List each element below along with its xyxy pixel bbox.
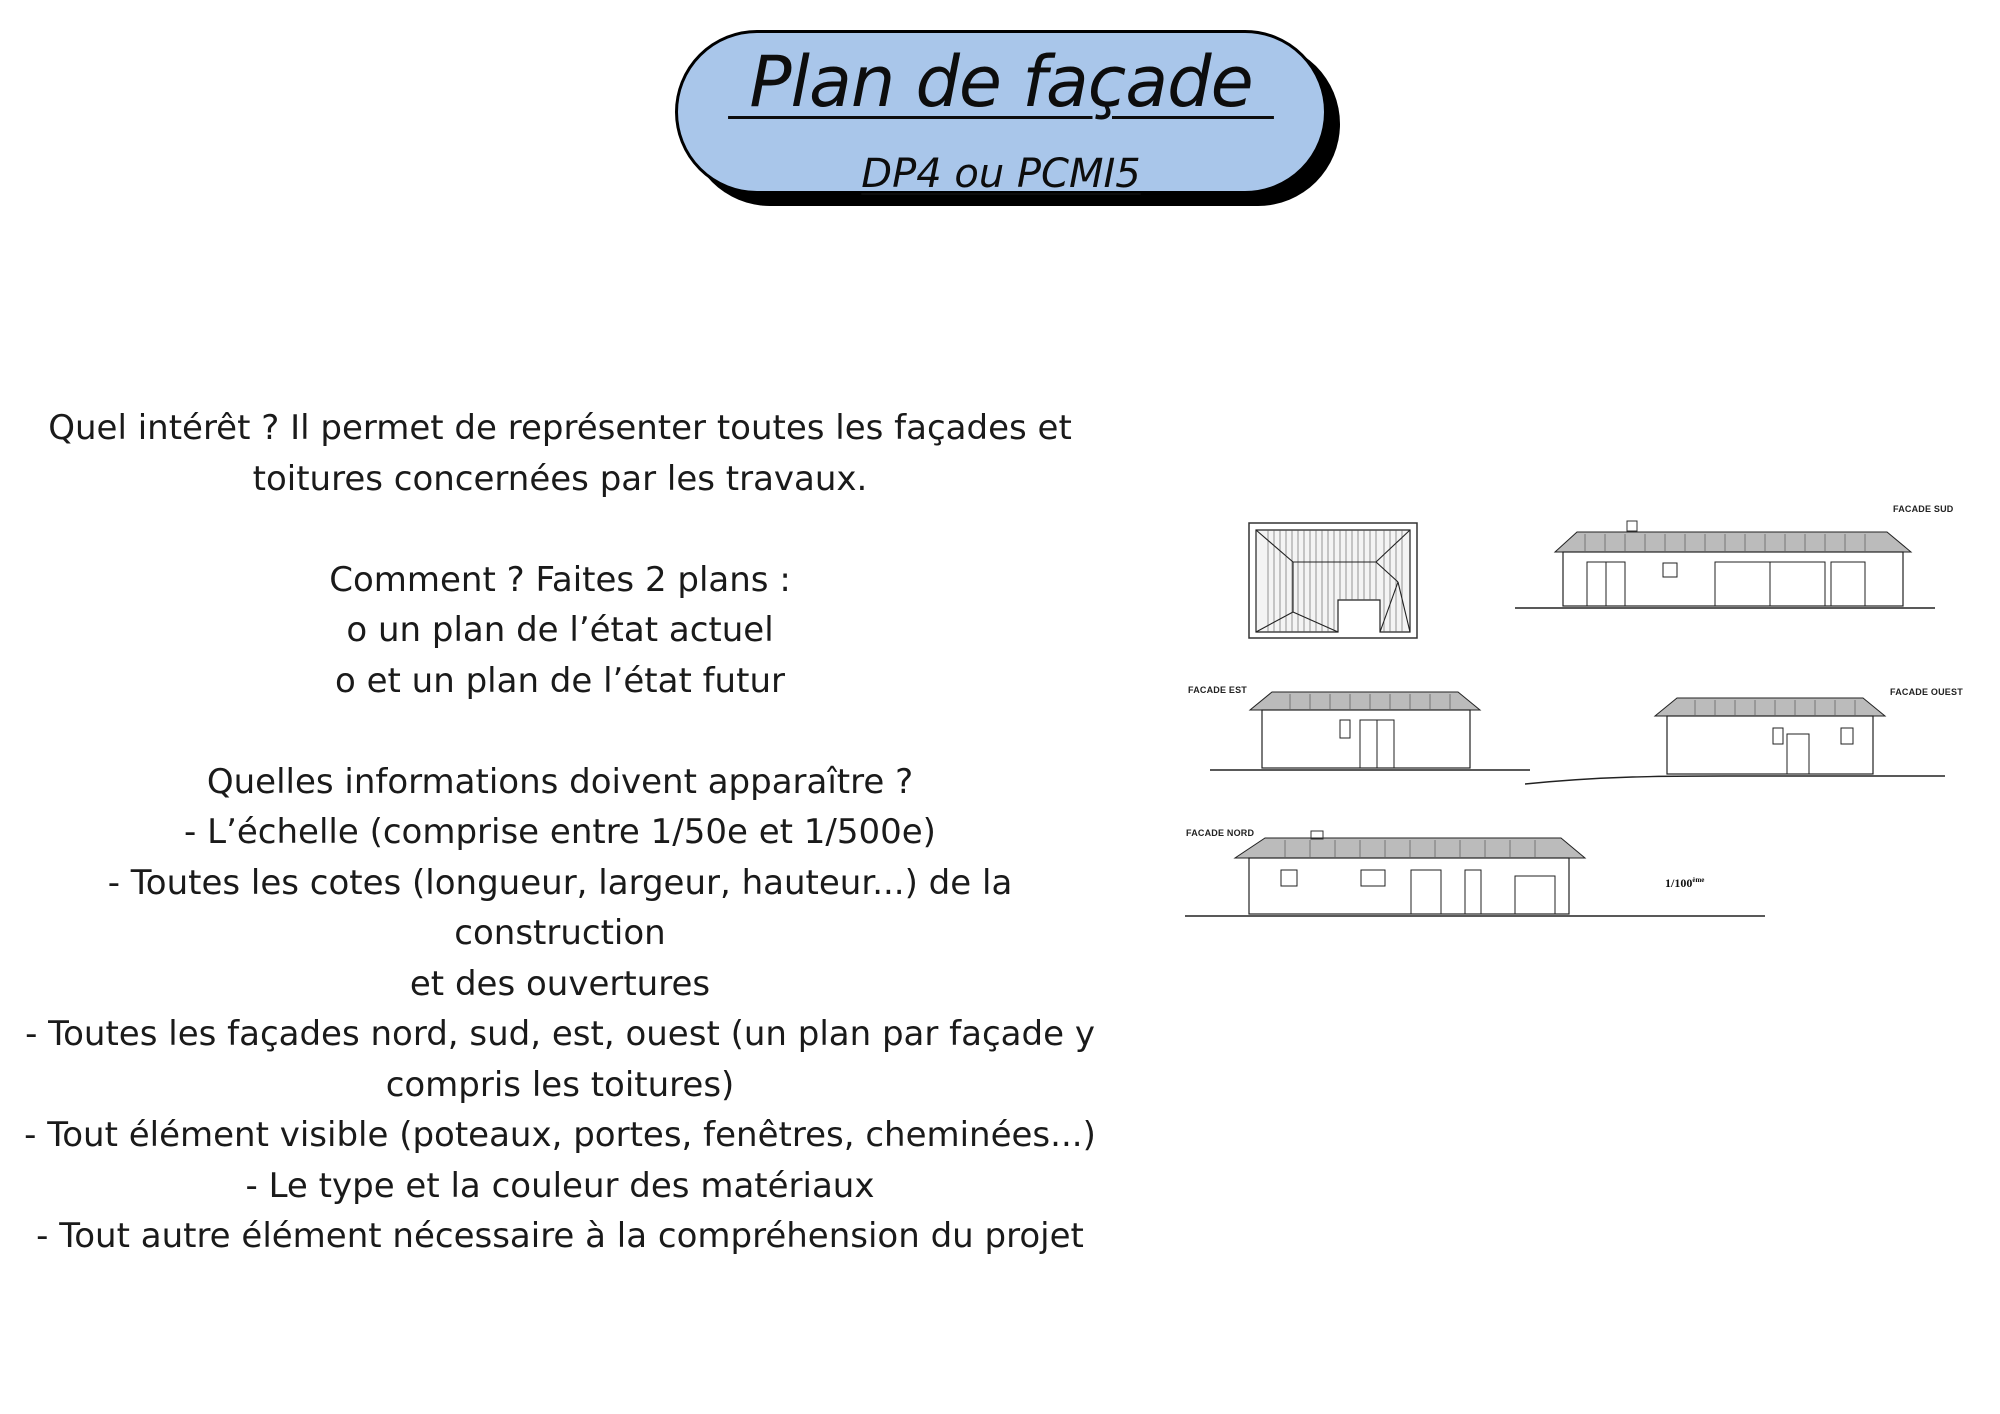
text-line: Quel intérêt ? Il permet de représenter toutes les façades et bbox=[48, 408, 1072, 448]
scale-suffix: ème bbox=[1692, 876, 1705, 884]
text-line: - Tout élément visible (poteaux, portes, fenêtres, cheminées...) bbox=[24, 1115, 1096, 1155]
facade-sud-drawing bbox=[1515, 520, 1935, 620]
facade-ouest-drawing bbox=[1525, 690, 1945, 800]
facade-sud-caption: FACADE SUD bbox=[1893, 504, 1954, 514]
text-spacer bbox=[0, 706, 1120, 757]
text-line: - Toutes les cotes (longueur, largeur, hauteur...) de la construction bbox=[107, 862, 1013, 953]
text-line: compris les toitures) bbox=[385, 1064, 735, 1105]
facade-ouest-caption: FACADE OUEST bbox=[1890, 687, 1963, 697]
page-subtitle: DP4 ou PCMI5 bbox=[861, 151, 1141, 197]
title-banner bbox=[675, 30, 1327, 197]
facade-nord-caption: FACADE NORD bbox=[1186, 828, 1255, 838]
text-line: - L’échelle (comprise entre 1/50e et 1/500e) bbox=[184, 812, 936, 852]
text-line: - Le type et la couleur des matériaux bbox=[245, 1165, 875, 1206]
facade-est-caption: FACADE EST bbox=[1188, 685, 1248, 695]
text-line: - Tout autre élément nécessaire à la compréhension du projet bbox=[36, 1216, 1084, 1256]
body-text bbox=[0, 403, 1120, 1262]
scale-value: 1/100 bbox=[1665, 876, 1693, 890]
text-line: et des ouvertures bbox=[409, 963, 711, 1004]
scale-label bbox=[1665, 876, 1704, 891]
text-line: - Toutes les façades nord, sud, est, ouest (un plan par façade y bbox=[25, 1014, 1095, 1054]
roof-plan-drawing bbox=[1248, 522, 1420, 640]
text-line: toitures concernées par les travaux. bbox=[252, 458, 868, 499]
text-line: o un plan de l’état actuel bbox=[346, 610, 774, 650]
text-spacer bbox=[0, 504, 1120, 555]
page-title: Plan de façade bbox=[728, 41, 1274, 123]
facade-est-drawing bbox=[1210, 680, 1530, 780]
text-line: Quelles informations doivent apparaître ? bbox=[206, 761, 914, 802]
text-line: o et un plan de l’état futur bbox=[335, 660, 785, 701]
text-line: Comment ? Faites 2 plans : bbox=[329, 559, 791, 600]
